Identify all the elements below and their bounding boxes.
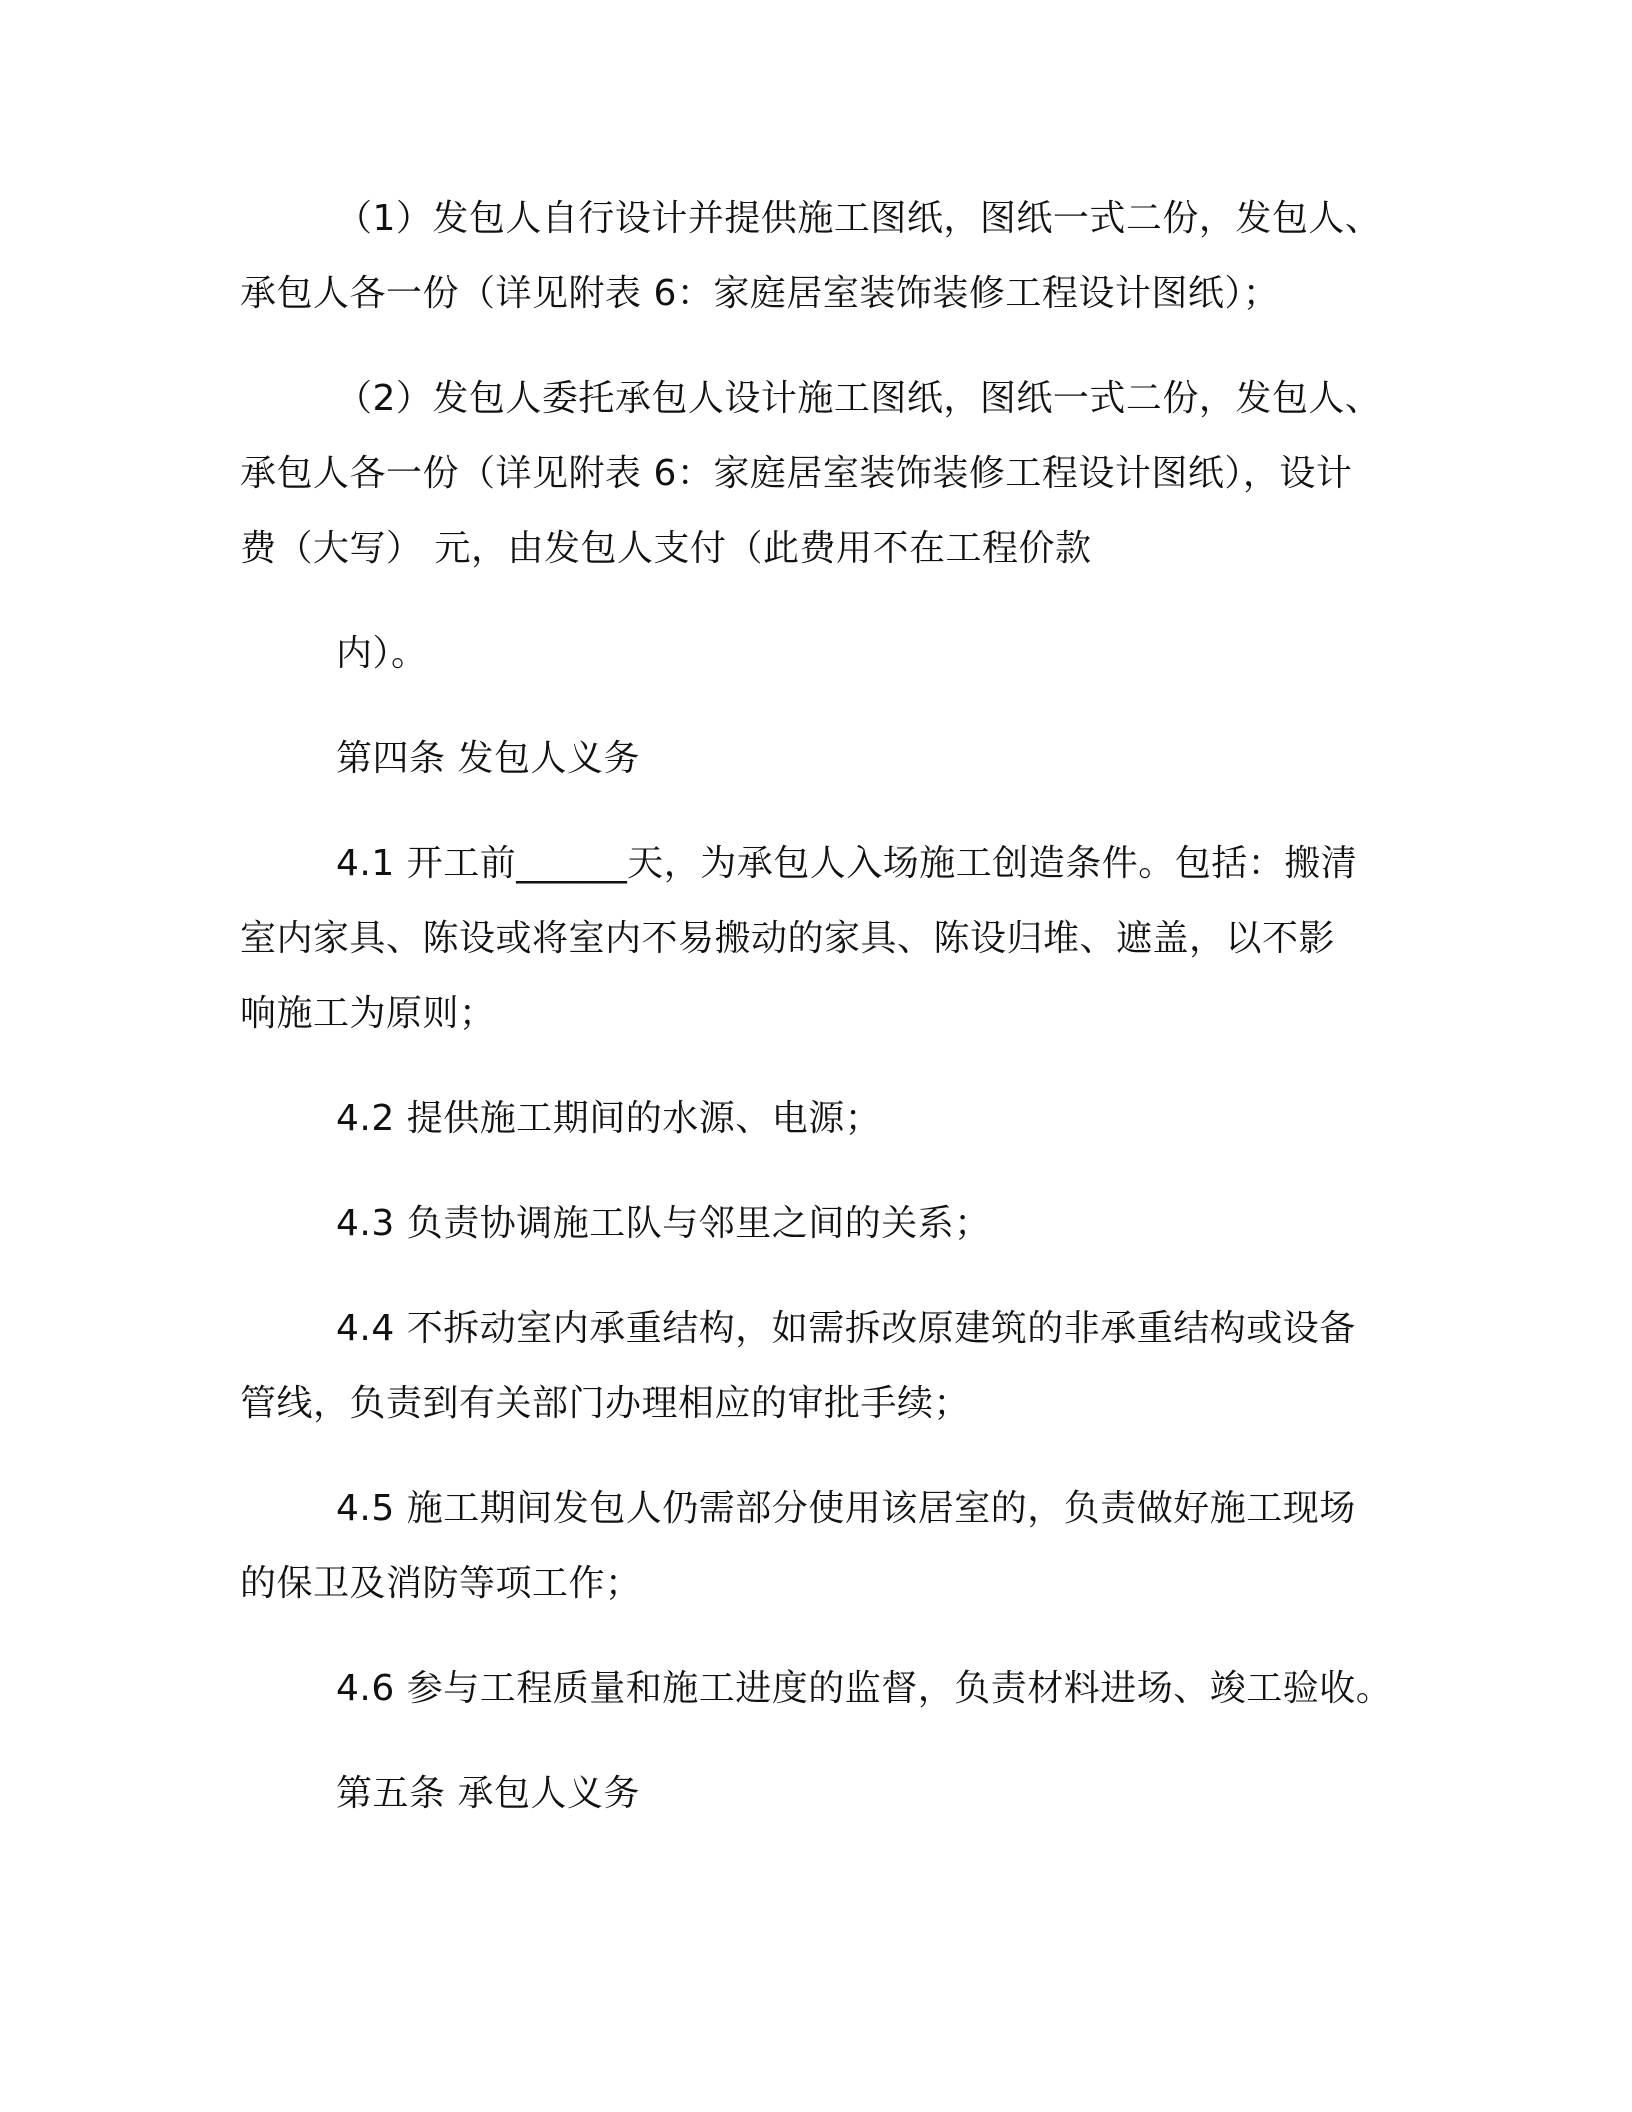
clause-3-option-2-line-3: 费（大写） 元，由发包人支付（此费用不在工程价款 (240, 528, 1092, 569)
clause-4-5-line-1: 4.5 施工期间发包人仍需部分使用该居室的，负责做好施工现场 (336, 1488, 1356, 1529)
clause-3-option-2-line-4: 内）。 (336, 633, 428, 674)
clause-4-3: 4.3 负责协调施工队与邻里之间的关系； (336, 1203, 991, 1244)
clause-4-6: 4.6 参与工程质量和施工进度的监督，负责材料进场、竣工验收。 (336, 1668, 1393, 1709)
section-heading-5: 第五条 承包人义务 (336, 1773, 640, 1814)
clause-3-option-1-line-2: 承包人各一份（详见附表 6：家庭居室装饰装修工程设计图纸）； (240, 273, 1280, 314)
clause-4-1-line-2: 室内家具、陈设或将室内不易搬动的家具、陈设归堆、遮盖，以不影 (240, 918, 1336, 959)
clause-4-4-line-2: 管线，负责到有关部门办理相应的审批手续； (240, 1383, 971, 1424)
clause-4-4-line-1: 4.4 不拆动室内承重结构，如需拆改原建筑的非承重结构或设备 (336, 1308, 1356, 1349)
clause-3-option-1-line-1: （1）发包人自行设计并提供施工图纸，图纸一式二份，发包人、 (336, 198, 1382, 239)
clause-4-1-line-1: 4.1 开工前______天，为承包人入场施工创造条件。包括：搬清 (336, 843, 1358, 884)
section-heading-4: 第四条 发包人义务 (336, 738, 640, 779)
clause-4-5-line-2: 的保卫及消防等项工作； (240, 1563, 642, 1604)
clause-3-option-2-line-2: 承包人各一份（详见附表 6：家庭居室装饰装修工程设计图纸），设计 (240, 453, 1353, 494)
clause-4-2: 4.2 提供施工期间的水源、电源； (336, 1098, 882, 1139)
clause-3-option-2-line-1: （2）发包人委托承包人设计施工图纸，图纸一式二份，发包人、 (336, 378, 1382, 419)
clause-4-1-line-3: 响施工为原则； (240, 993, 496, 1034)
